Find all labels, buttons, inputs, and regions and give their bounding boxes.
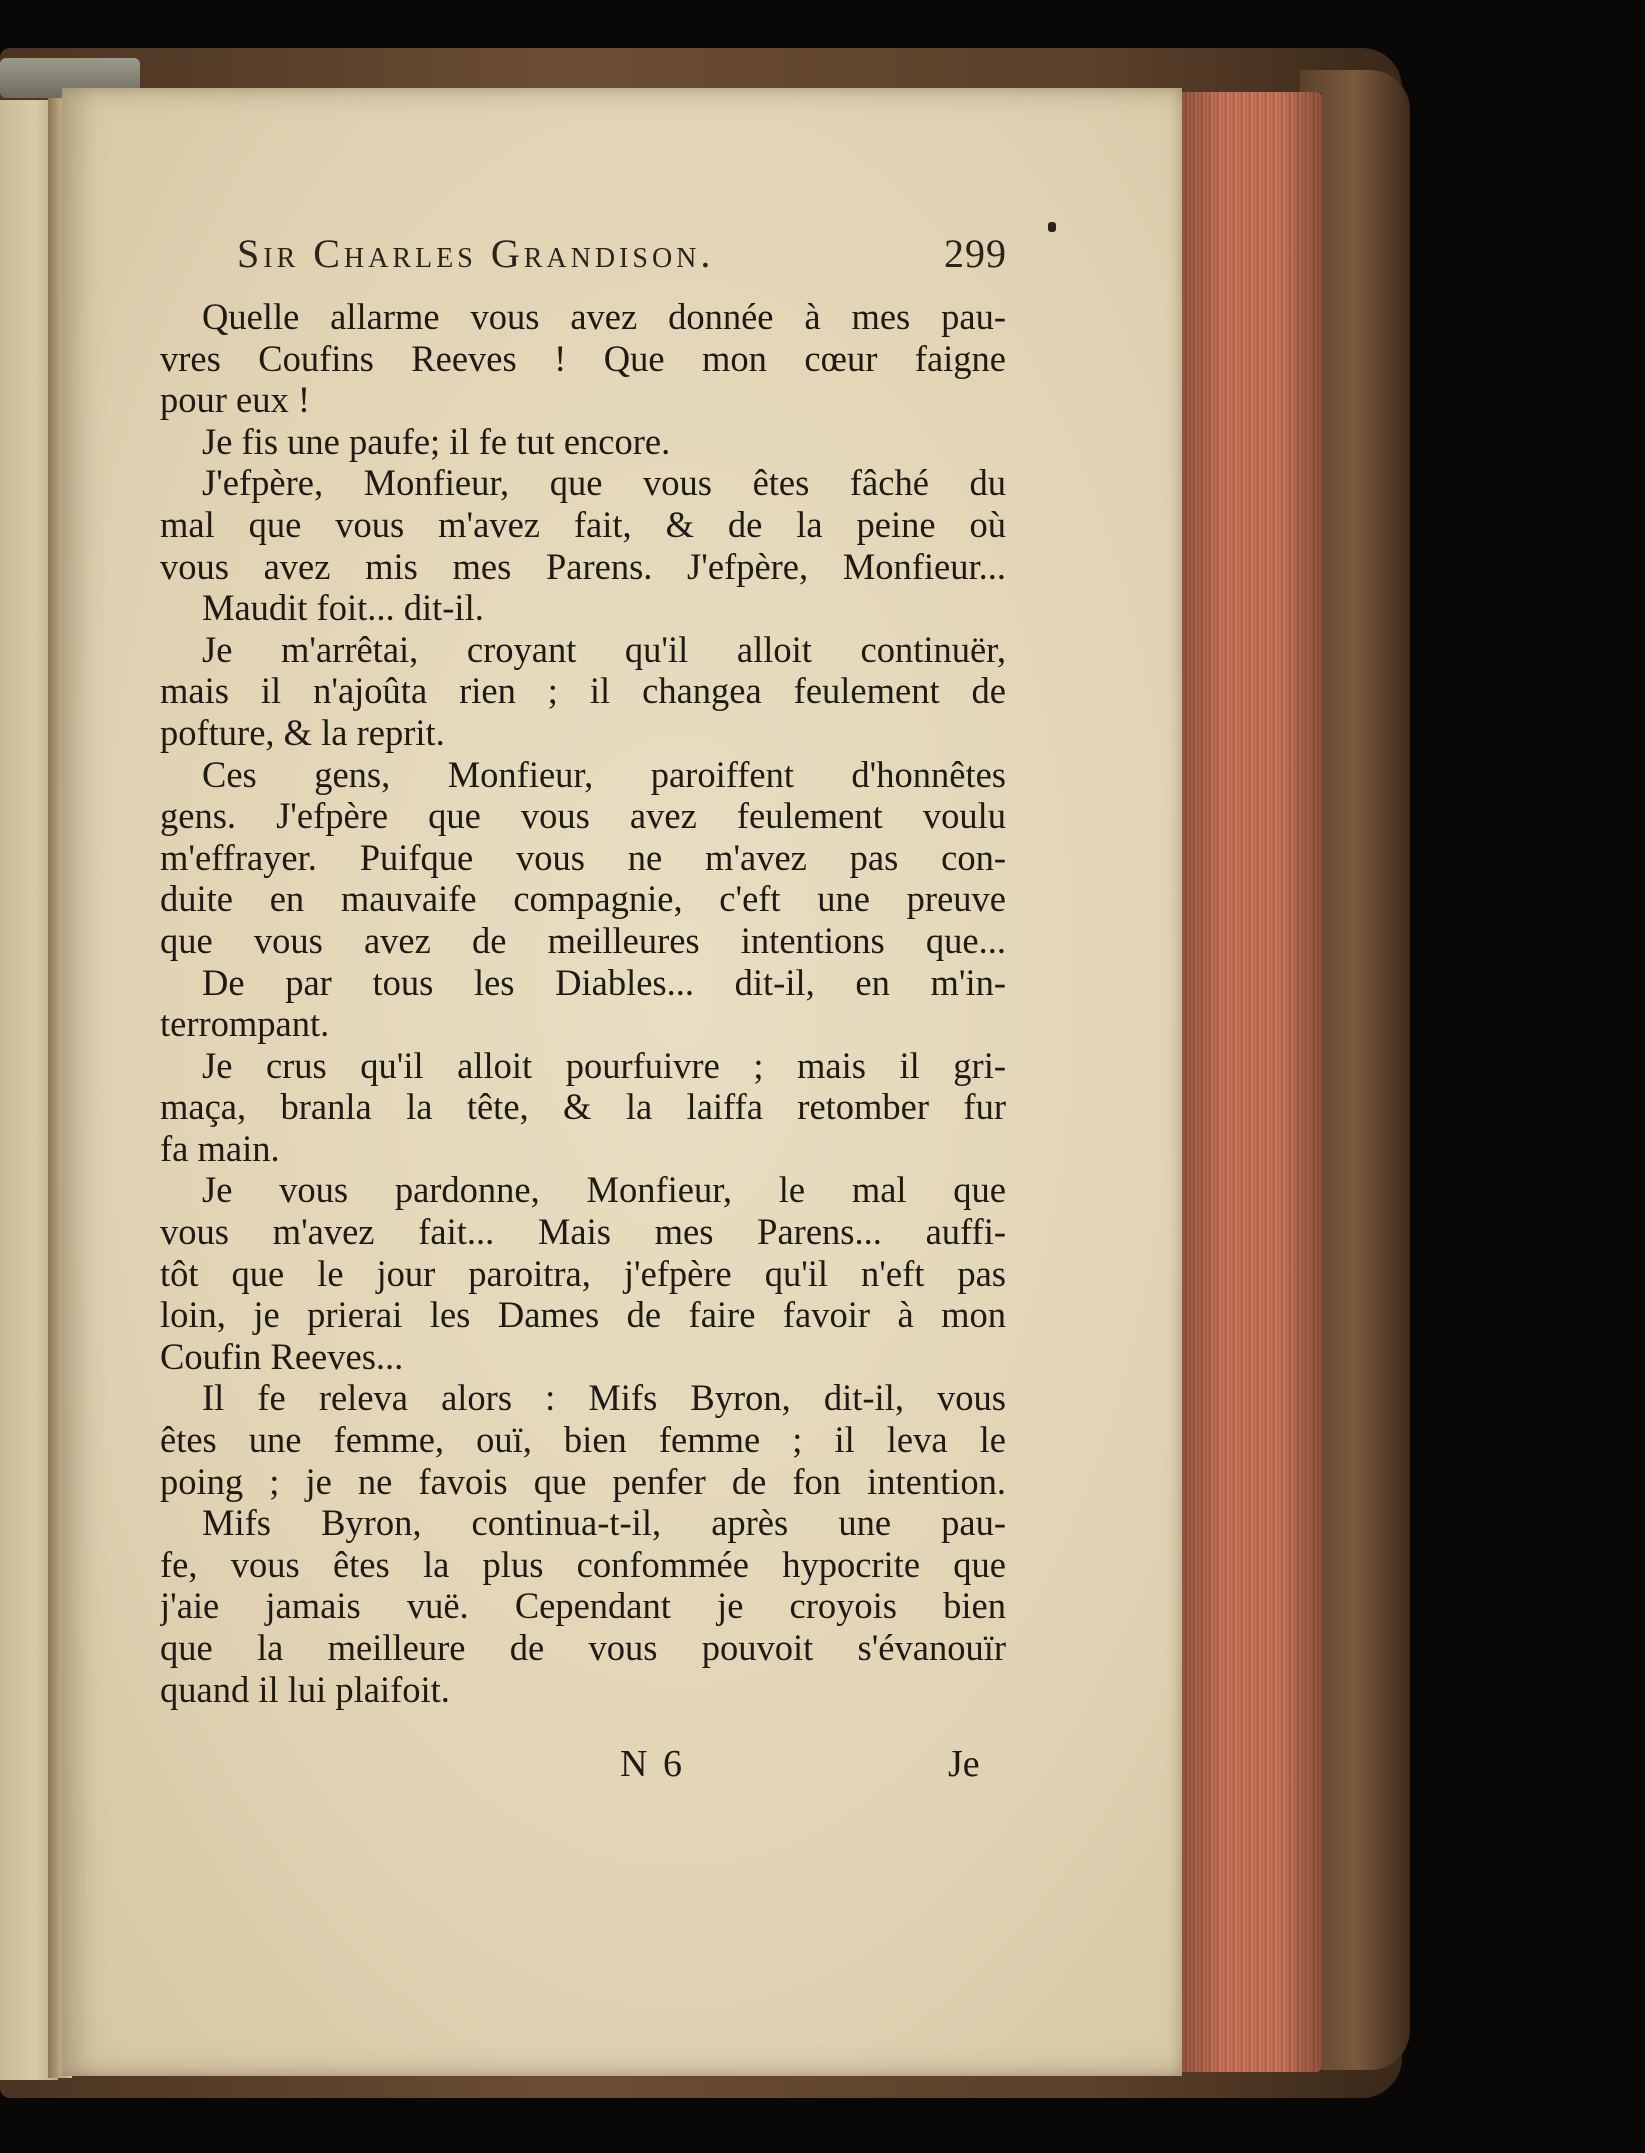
text-line: loin, je prierai les Dames de faire favoir à mon xyxy=(160,1294,1006,1336)
body-text xyxy=(160,296,1006,1710)
text-line: vous m'avez fait... Mais mes Parens... auffi- xyxy=(160,1211,1006,1253)
running-title: Sir Charles Grandison. xyxy=(237,231,715,276)
text-line: mal que vous m'avez fait, & de la peine où xyxy=(160,503,1006,545)
text-line: Quelle allarme vous avez donnée à mes pau- xyxy=(202,296,1006,337)
page-header xyxy=(237,230,1007,286)
text-line: De par tous les Diables... dit-il, en m'in- xyxy=(202,961,1006,1003)
text-line: Coufin Reeves... xyxy=(160,1335,404,1377)
text-line: Je vous pardonne, Monfieur, le mal que xyxy=(202,1169,1006,1211)
text-line: fe, vous êtes la plus confommée hypocrite que xyxy=(160,1543,1006,1585)
text-line: J'efpère, Monfieur, que vous êtes fâché du xyxy=(202,462,1006,504)
text-line: pour eux ! xyxy=(160,379,311,421)
text-line: Maudit foit... dit-il. xyxy=(202,587,484,629)
text-line: fa main. xyxy=(160,1127,280,1169)
text-line: Mifs Byron, continua-t-il, après une pau- xyxy=(202,1502,1006,1544)
text-line: maça, branla la tête, & la laiffa retomber fur xyxy=(160,1086,1006,1128)
text-line: Je crus qu'il alloit pourfuivre ; mais il gri- xyxy=(202,1044,1006,1086)
text-line: m'effrayer. Puifque vous ne m'avez pas con- xyxy=(160,836,1006,878)
text-line: tôt que le jour paroitra, j'efpère qu'il n'eft pas xyxy=(160,1252,1006,1294)
text-line: que la meilleure de vous pouvoit s'évanouïr xyxy=(160,1627,1006,1668)
page-edges-shade xyxy=(1182,92,1322,2072)
text-line: pofture, & la reprit. xyxy=(160,711,445,753)
text-line: j'aie jamais vuë. Cependant je croyois bien xyxy=(160,1585,1006,1627)
text-line: poing ; je ne favois que penfer de fon intention. xyxy=(160,1460,1006,1502)
text-line: vres Coufins Reeves ! Que mon cœur faigne xyxy=(160,337,1006,379)
signature-mark: N 6 xyxy=(620,1743,685,1785)
text-line: Ces gens, Monfieur, paroiffent d'honnêtes xyxy=(202,753,1006,795)
text-line: terrompant. xyxy=(160,1003,330,1045)
text-line: Je fis une paufe; il fe tut encore. xyxy=(202,420,671,462)
text-line: que vous avez de meilleures intentions que... xyxy=(160,919,1006,961)
text-line: êtes une femme, ouï, bien femme ; il leva le xyxy=(160,1419,1006,1461)
ink-speck xyxy=(1048,222,1056,232)
text-line: Il fe releva alors : Mifs Byron, dit-il, vous xyxy=(202,1377,1006,1419)
text-line: vous avez mis mes Parens. J'efpère, Monfieur... xyxy=(160,545,1006,587)
page-number: 299 xyxy=(944,231,1007,276)
catchword: Je xyxy=(948,1743,980,1785)
text-line: quand il lui plaifoit. xyxy=(160,1668,450,1710)
text-line: duite en mauvaife compagnie, c'eft une preuve xyxy=(160,878,1006,920)
text-line: Je m'arrêtai, croyant qu'il alloit continuër, xyxy=(202,628,1006,670)
text-line: gens. J'efpère que vous avez feulement voulu xyxy=(160,795,1006,837)
text-line: mais il n'ajoûta rien ; il changea feulement de xyxy=(160,670,1006,712)
